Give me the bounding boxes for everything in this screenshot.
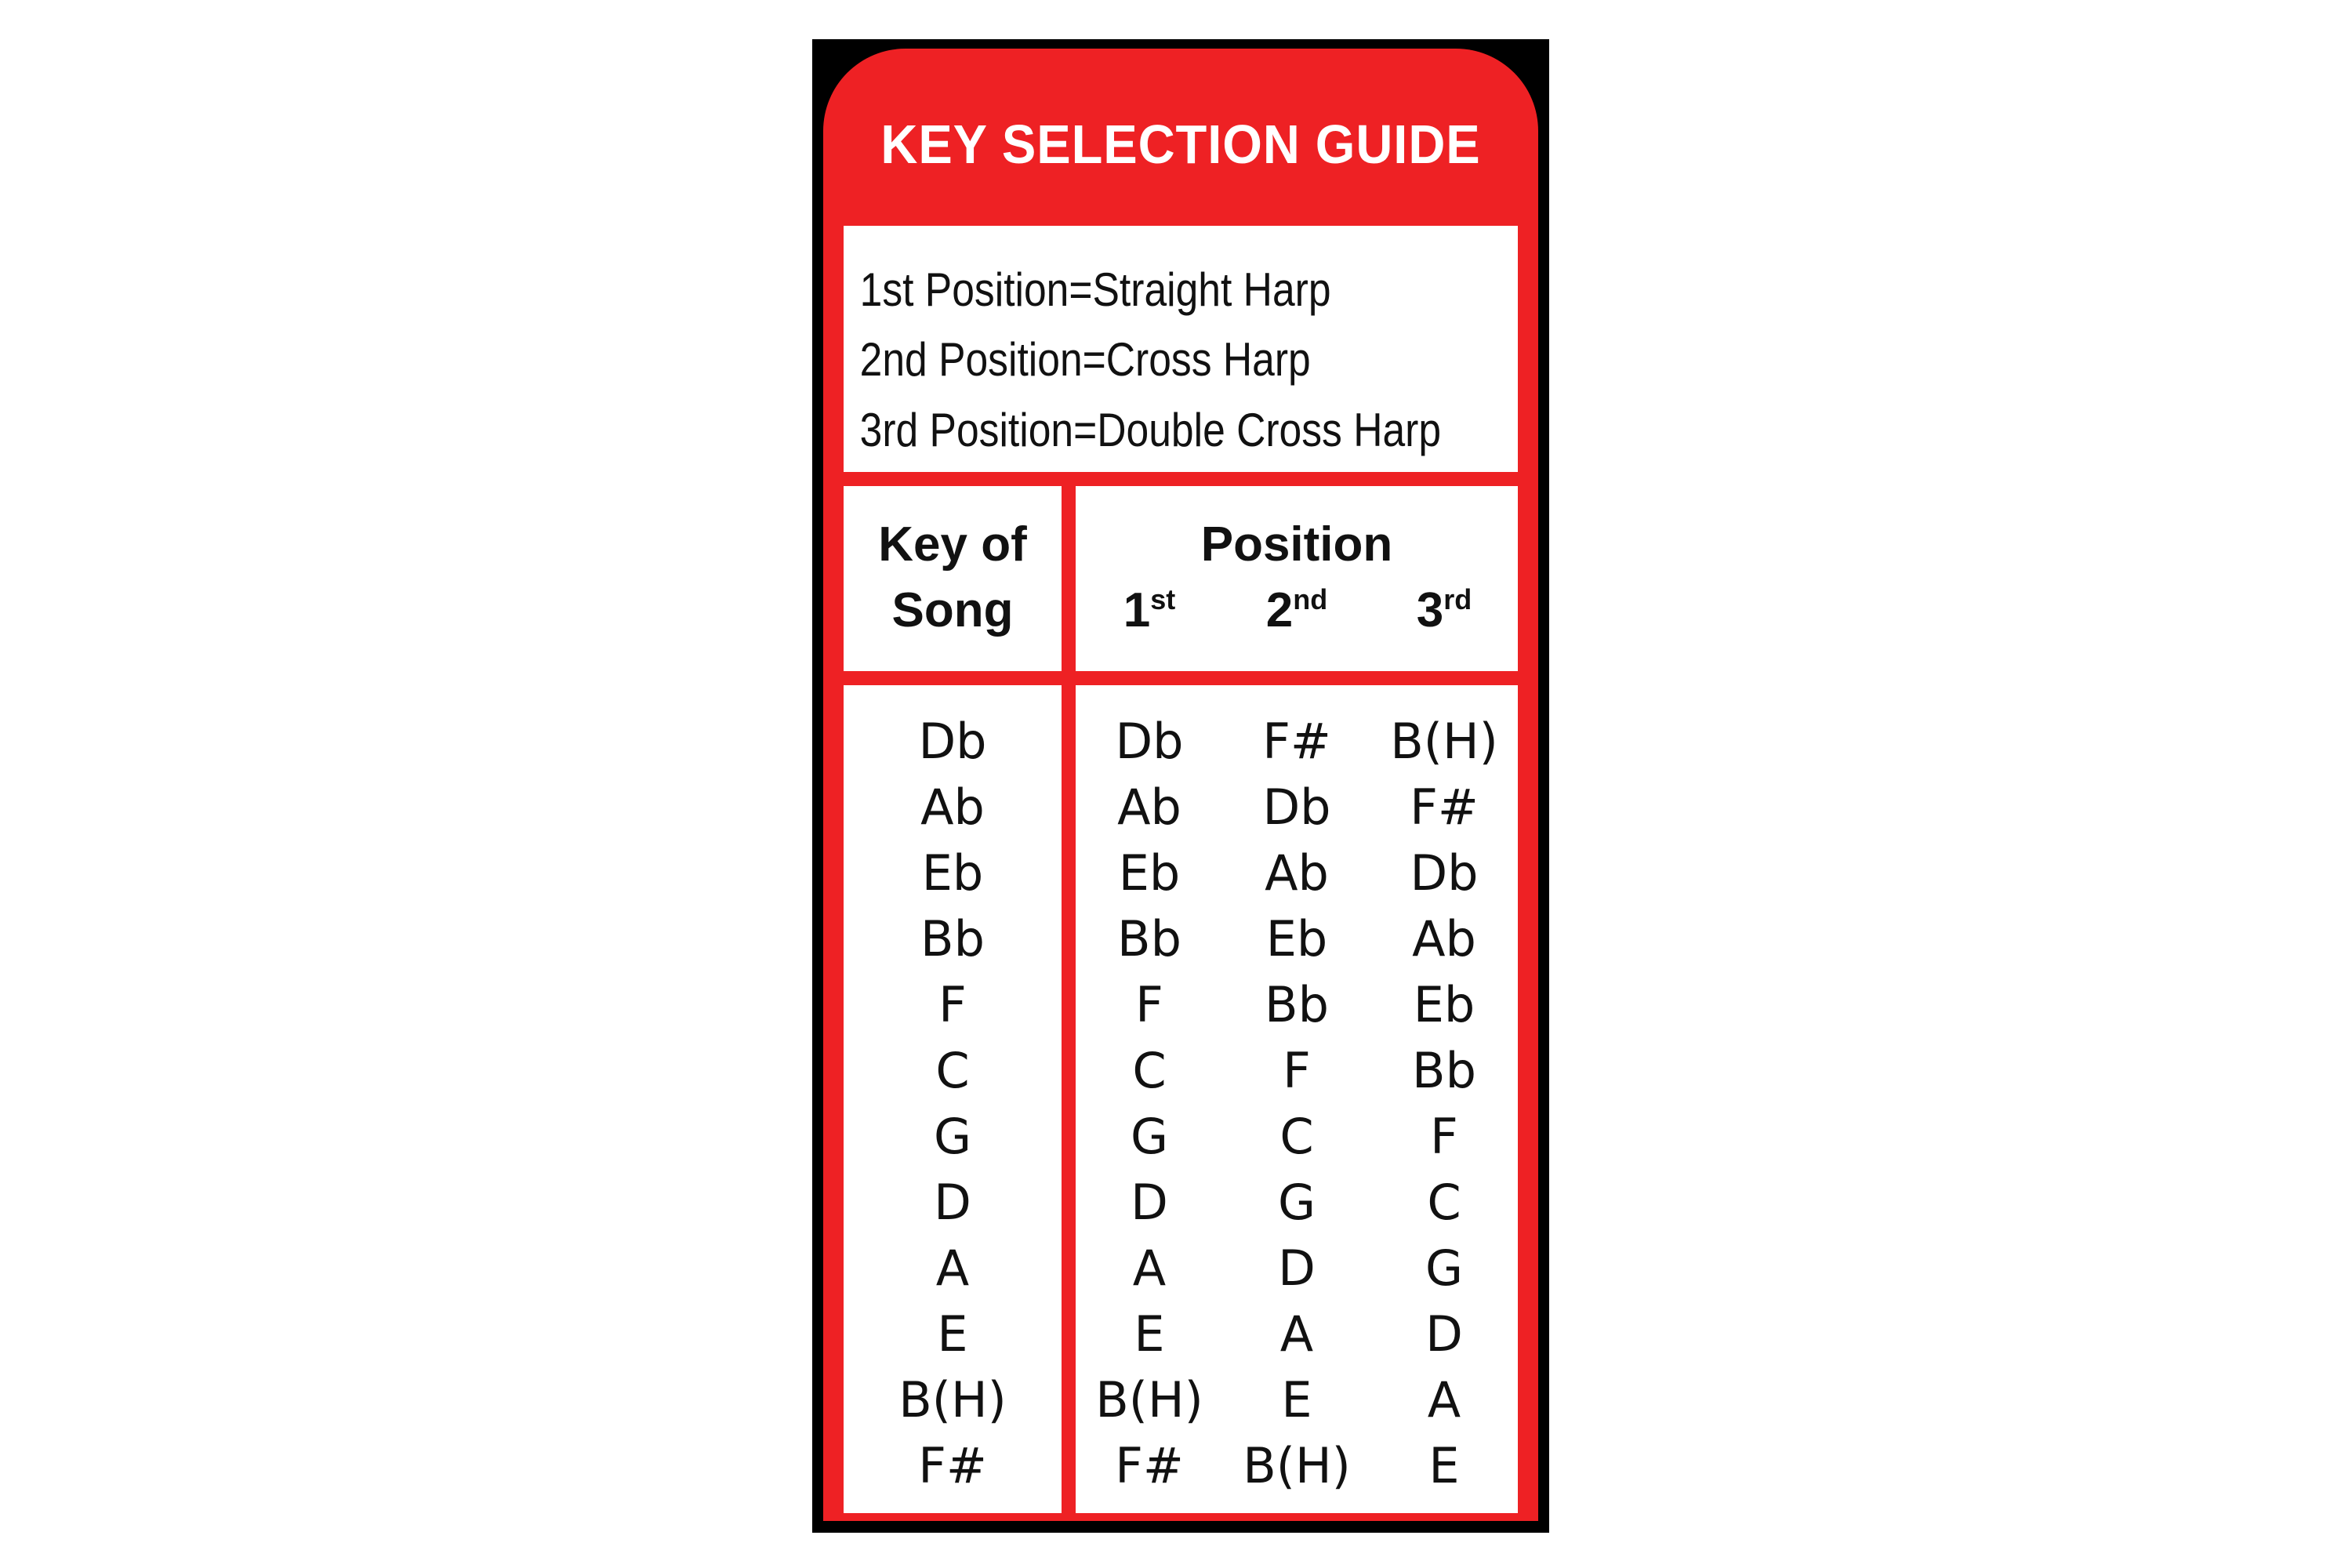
- position-third-cell: C: [1427, 1174, 1461, 1231]
- position-third-cell: G: [1425, 1240, 1464, 1297]
- position-header-label: Position: [1200, 517, 1393, 572]
- position-second-cell: A: [1279, 1305, 1314, 1363]
- position-suffix: st: [1150, 583, 1176, 615]
- position-third-cell: Eb: [1413, 976, 1475, 1033]
- position-second-cell: F#: [1262, 713, 1331, 770]
- key-guide-card: [812, 39, 1549, 1533]
- position-first-cell: Ab: [1117, 779, 1181, 836]
- position-second-cell: D: [1278, 1240, 1316, 1297]
- position-suffix: rd: [1443, 583, 1472, 615]
- legend-line-2: 2nd Position=Cross Harp: [859, 333, 1311, 386]
- key-cell: F: [938, 976, 967, 1033]
- position-third-cell: Db: [1410, 844, 1479, 902]
- position-first-cell: F#: [1115, 1437, 1184, 1494]
- position-second-cell: Bb: [1265, 976, 1329, 1033]
- position-third-cell: F: [1430, 1108, 1458, 1165]
- position-num: 2: [1265, 583, 1294, 637]
- position-first-cell: Db: [1115, 713, 1184, 770]
- key-cell: Ab: [920, 779, 985, 836]
- position-first-cell: E: [1134, 1305, 1165, 1363]
- key-of-song-column: [844, 685, 1062, 1513]
- key-cell: G: [933, 1108, 972, 1165]
- position-num: 3: [1416, 583, 1444, 637]
- position-third-cell: Bb: [1412, 1042, 1476, 1099]
- position-suffix: nd: [1293, 583, 1328, 615]
- position-first-cell: F: [1135, 976, 1163, 1033]
- card-red-frame: [823, 49, 1538, 1521]
- position-first-cell: Bb: [1117, 910, 1181, 967]
- key-cell: Bb: [920, 910, 985, 967]
- position-third-cell: B(H): [1390, 713, 1498, 770]
- position-third-cell: A: [1427, 1371, 1461, 1428]
- position-first-cell: Eb: [1118, 844, 1181, 902]
- position-second-cell: Ab: [1265, 844, 1329, 902]
- position-third-cell: E: [1428, 1437, 1460, 1494]
- position-num: 1: [1123, 583, 1151, 637]
- key-cell: B(H): [898, 1371, 1007, 1428]
- key-cell: F#: [918, 1437, 987, 1494]
- key-cell: D: [934, 1174, 971, 1231]
- position-third-cell: Ab: [1412, 910, 1476, 967]
- position-col-3rd: [1370, 583, 1518, 638]
- key-cell: Eb: [921, 844, 984, 902]
- key-cell: C: [935, 1042, 970, 1099]
- position-first-cell: A: [1132, 1240, 1167, 1297]
- position-second-cell: Db: [1262, 779, 1331, 836]
- position-first-cell: G: [1130, 1108, 1169, 1165]
- legend-line-3: 3rd Position=Double Cross Harp: [859, 404, 1442, 456]
- card-title: KEY SELECTION GUIDE: [880, 114, 1481, 175]
- position-second-cell: F: [1283, 1042, 1311, 1099]
- position-first-cell: C: [1132, 1042, 1167, 1099]
- position-header: [1076, 486, 1518, 671]
- position-third-cell: F#: [1410, 779, 1479, 836]
- key-header-line-2: Song: [891, 583, 1014, 637]
- position-col-2nd: [1223, 583, 1370, 638]
- position-second-cell: Eb: [1265, 910, 1328, 967]
- position-col-1st: [1076, 583, 1223, 638]
- position-second-cell: B(H): [1243, 1437, 1351, 1494]
- position-columns-body: [1076, 685, 1518, 1513]
- legend-line-1: 1st Position=Straight Harp: [859, 263, 1331, 316]
- key-header-line-1: Key of: [878, 517, 1027, 572]
- position-second-cell: C: [1279, 1108, 1314, 1165]
- key-cell: A: [935, 1240, 970, 1297]
- position-first-cell: D: [1131, 1174, 1168, 1231]
- position-legend: [844, 226, 1518, 472]
- key-cell: Db: [918, 713, 987, 770]
- position-third-cell: D: [1425, 1305, 1463, 1363]
- key-of-song-header: [844, 486, 1062, 671]
- position-first-cell: B(H): [1095, 1371, 1203, 1428]
- key-cell: E: [937, 1305, 968, 1363]
- position-second-cell: E: [1281, 1371, 1312, 1428]
- position-second-cell: G: [1277, 1174, 1316, 1231]
